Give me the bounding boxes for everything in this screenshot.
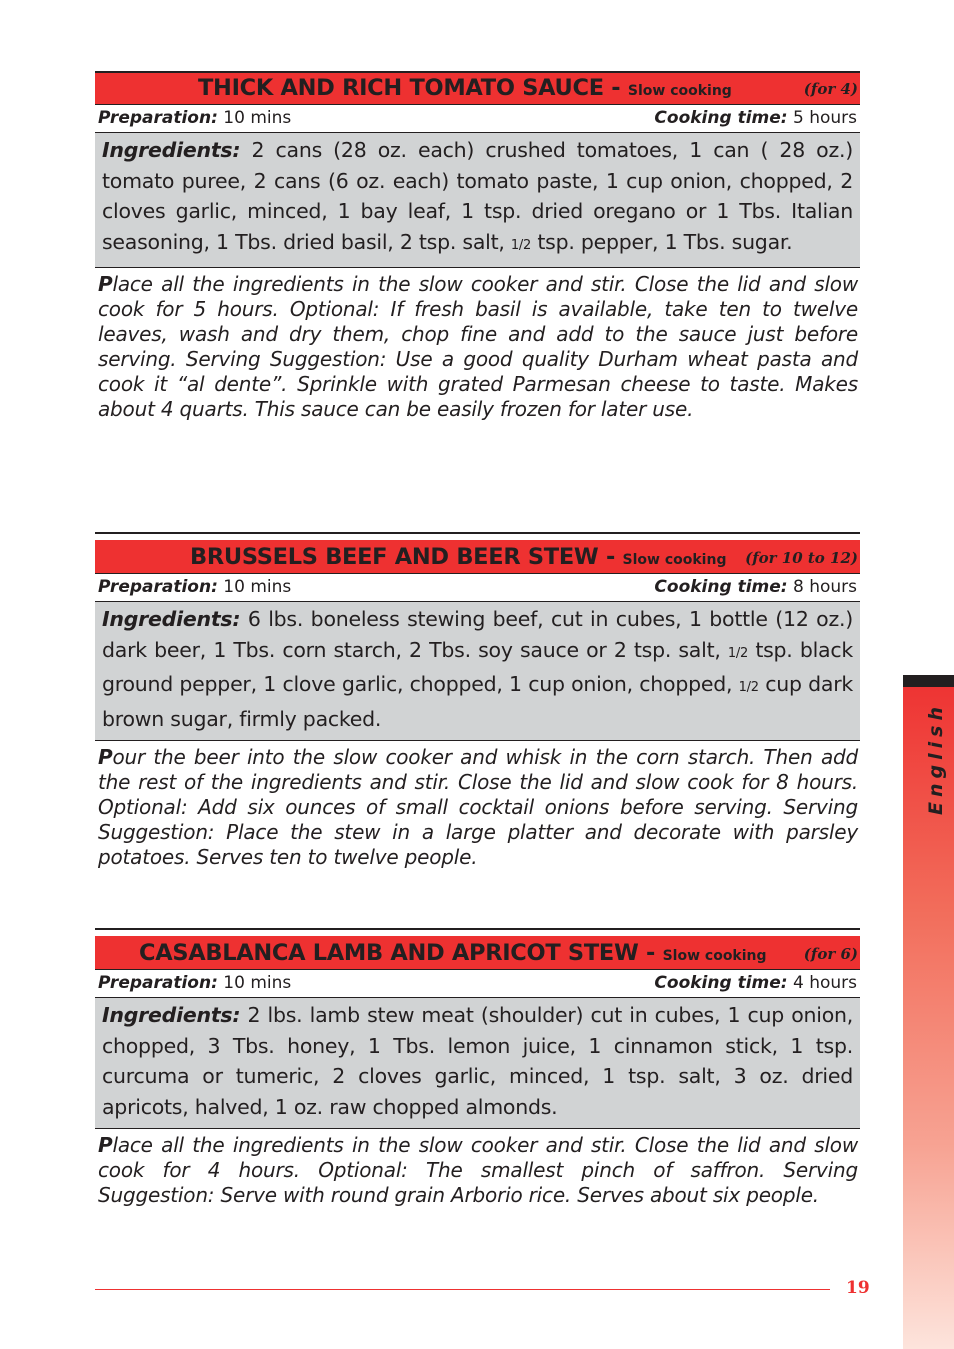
side-tab-cap [903,675,954,687]
fraction: 1/2 [510,237,532,253]
recipe-meta [95,105,860,132]
recipe-lamb-apricot-stew [95,929,860,1208]
ingredients-label: Ingredients: [102,138,241,162]
recipe-meta [95,574,860,601]
recipe-subtitle: Slow cooking [627,83,732,99]
cooking-time: Cooking time: 5 hours [654,108,857,128]
recipe-instructions: Pour the beer into the slow cooker and whisk in the corn starch. Then add the rest of the ingredients and stir. Close the lid and slow cook for 8 hours. Optional: Add six ounces of small cocktail onions before serving. Serving Suggestion: Place the stew in a large platter and decorate with parsley potatoes. Serves ten to twelve people. [98,745,858,869]
recipe-subtitle: Slow cooking [622,552,727,568]
footer-rule [95,1289,830,1290]
recipe-tomato-sauce [95,71,860,422]
ingredients-panel: Ingredients: 2 lbs. lamb stew meat (shoulder) cut in cubes, 1 cup onion, chopped, 3 Tbs. honey, 1 Tbs. lemon juice, 1 cinnamon stick, 1 tsp. curcuma or tumeric, 2 cloves garlic, minced, 1 tsp. salt, 3 oz. dried apricots, halved, 1 oz. raw chopped almonds. [95,997,860,1129]
section-divider [95,532,860,534]
fraction: 1/2 [738,680,759,695]
language-label: English [925,702,947,815]
page-number: 19 [846,1278,870,1298]
recipe-title-bar [95,540,860,574]
language-side-tab [903,675,954,1349]
ingredients-panel: Ingredients: 2 cans (28 oz. each) crushed tomatoes, 1 can ( 28 oz.) tomato puree, 2 cans (6 oz. each) tomato paste, 1 cup onion, chopped, 2 cloves garlic, minced, 1 bay leaf, 1 tsp. dried oregano or 1 Tbs. Italian seasoning, 1 Tbs. dried basil, 2 tsp. salt, 1/2 tsp. pepper, 1 Tbs. sugar. [95,132,860,268]
recipe-serves: (for 4) [803,80,858,98]
cooking-time: Cooking time: 4 hours [654,973,857,993]
recipe-title: BRUSSELS BEEF AND BEER STEW - Slow cooking [190,544,727,570]
recipe-instructions: Place all the ingredients in the slow cooker and stir. Close the lid and slow cook for 4 hours. Optional: The smallest pinch of saffron. Serving Suggestion: Serve with round grain Arborio rice. Serves about six people. [98,1133,858,1207]
recipe-title: THICK AND RICH TOMATO SAUCE - Slow cooking [198,75,732,101]
recipe-title: CASABLANCA LAMB AND APRICOT STEW - Slow cooking [139,940,767,966]
preparation-time: Preparation: 10 mins [98,108,292,128]
ingredients-label: Ingredients: [102,607,241,631]
ingredients-panel: Ingredients: 6 lbs. boneless stewing beef, cut in cubes, 1 bottle (12 oz.) dark beer, 1 Tbs. corn starch, 2 Tbs. soy sauce or 2 tsp. salt, 1/2 tsp. black ground pepper, 1 clove garlic, chopped, 1 cup onion, chopped, 1/2 cup dark brown sugar, firmly packed. [95,601,860,741]
recipe-instructions: Place all the ingredients in the slow cooker and stir. Close the lid and slow cook for 5 hours. Optional: If fresh basil is available, take ten to twelve leaves, wash and dry them, chop fine and add to the sauce just before serving. Serving Suggestion: Use a good quality Durham wheat pasta and cook it “al dente”. Sprinkle with grated Parmesan cheese to taste. Makes about 4 quarts. This sauce can be easily frozen for later use. [98,272,858,421]
preparation-time: Preparation: 10 mins [98,577,292,597]
recipe-title-bar [95,936,860,970]
preparation-time: Preparation: 10 mins [98,973,292,993]
recipe-serves: (for 10 to 12) [745,549,858,567]
recipe-subtitle: Slow cooking [662,948,767,964]
recipe-beef-beer-stew [95,533,860,870]
ingredients-label: Ingredients: [102,1003,241,1027]
fraction: 1/2 [727,645,749,661]
cooking-time: Cooking time: 8 hours [654,577,857,597]
recipe-title-bar [95,71,860,105]
recipe-serves: (for 6) [803,945,858,963]
recipe-meta [95,970,860,997]
section-divider [95,928,860,930]
